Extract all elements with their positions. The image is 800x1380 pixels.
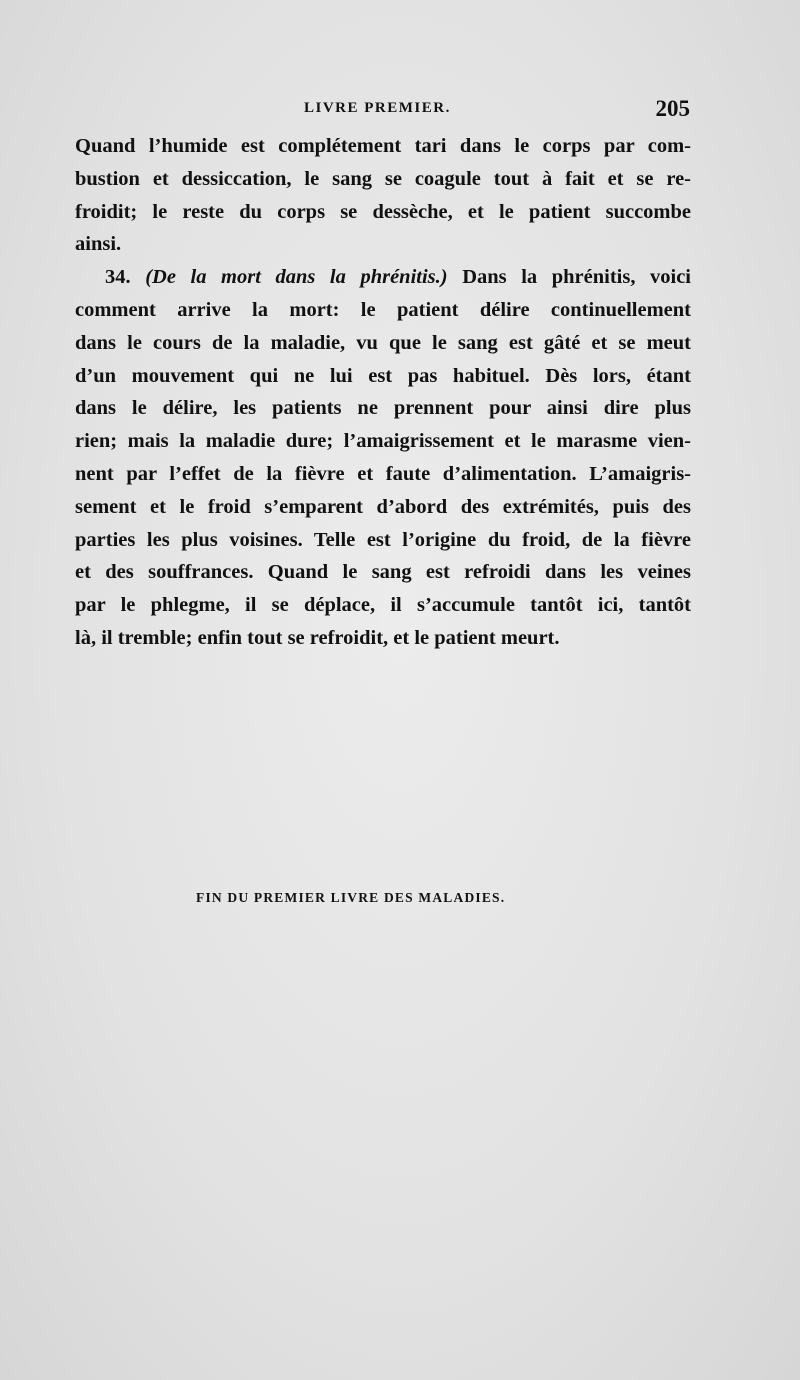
section-heading: (De la mort dans la phrénitis.) bbox=[145, 266, 448, 289]
text-line: dans le cours de la maladie, vu que le sang est gâté et se meut bbox=[75, 331, 691, 354]
text-line: d’un mouvement qui ne lui est pas habituel. Dès lors, étant bbox=[75, 364, 691, 387]
text-line: par le phlegme, il se déplace, il s’accumule tantôt ici, tantôt bbox=[75, 594, 691, 617]
paragraph-34-first-line bbox=[75, 261, 691, 294]
text-line: sement et le froid s’emparent d’abord des extrémités, puis des bbox=[75, 495, 691, 518]
text-line: comment arrive la mort: le patient délire continuellement bbox=[75, 298, 691, 321]
page-number: 205 bbox=[655, 96, 690, 121]
text-fragment: Dans la phrénitis, voici bbox=[462, 266, 692, 289]
text-line: ainsi. bbox=[75, 233, 122, 256]
text-line: et des souffrances. Quand le sang est refroidi dans les veines bbox=[75, 561, 691, 584]
paragraph-number: 34. bbox=[105, 266, 131, 289]
text-line: froidit; le reste du corps se dessèche, et le patient succombe bbox=[75, 200, 691, 223]
text-line: parties les plus voisines. Telle est l’origine du froid, de la fièvre bbox=[75, 528, 691, 551]
running-head: LIVRE PREMIER. bbox=[304, 100, 451, 116]
text-line: nent par l’effet de la fièvre et faute d’alimentation. L’amaigris- bbox=[75, 462, 691, 485]
text-line: là, il tremble; enfin tout se refroidit, et le patient meurt. bbox=[75, 626, 560, 649]
end-of-book-title: FIN DU PREMIER LIVRE DES MALADIES. bbox=[196, 890, 506, 905]
text-line: rien; mais la maladie dure; l’amaigrissement et le marasme vien- bbox=[75, 430, 691, 453]
text-line: dans le délire, les patients ne prennent pour ainsi dire plus bbox=[75, 397, 691, 420]
body-text bbox=[75, 130, 691, 655]
text-line: bustion et dessiccation, le sang se coagule tout à fait et se re- bbox=[75, 167, 691, 190]
text-line: Quand l’humide est complétement tari dans le corps par com- bbox=[75, 135, 691, 157]
